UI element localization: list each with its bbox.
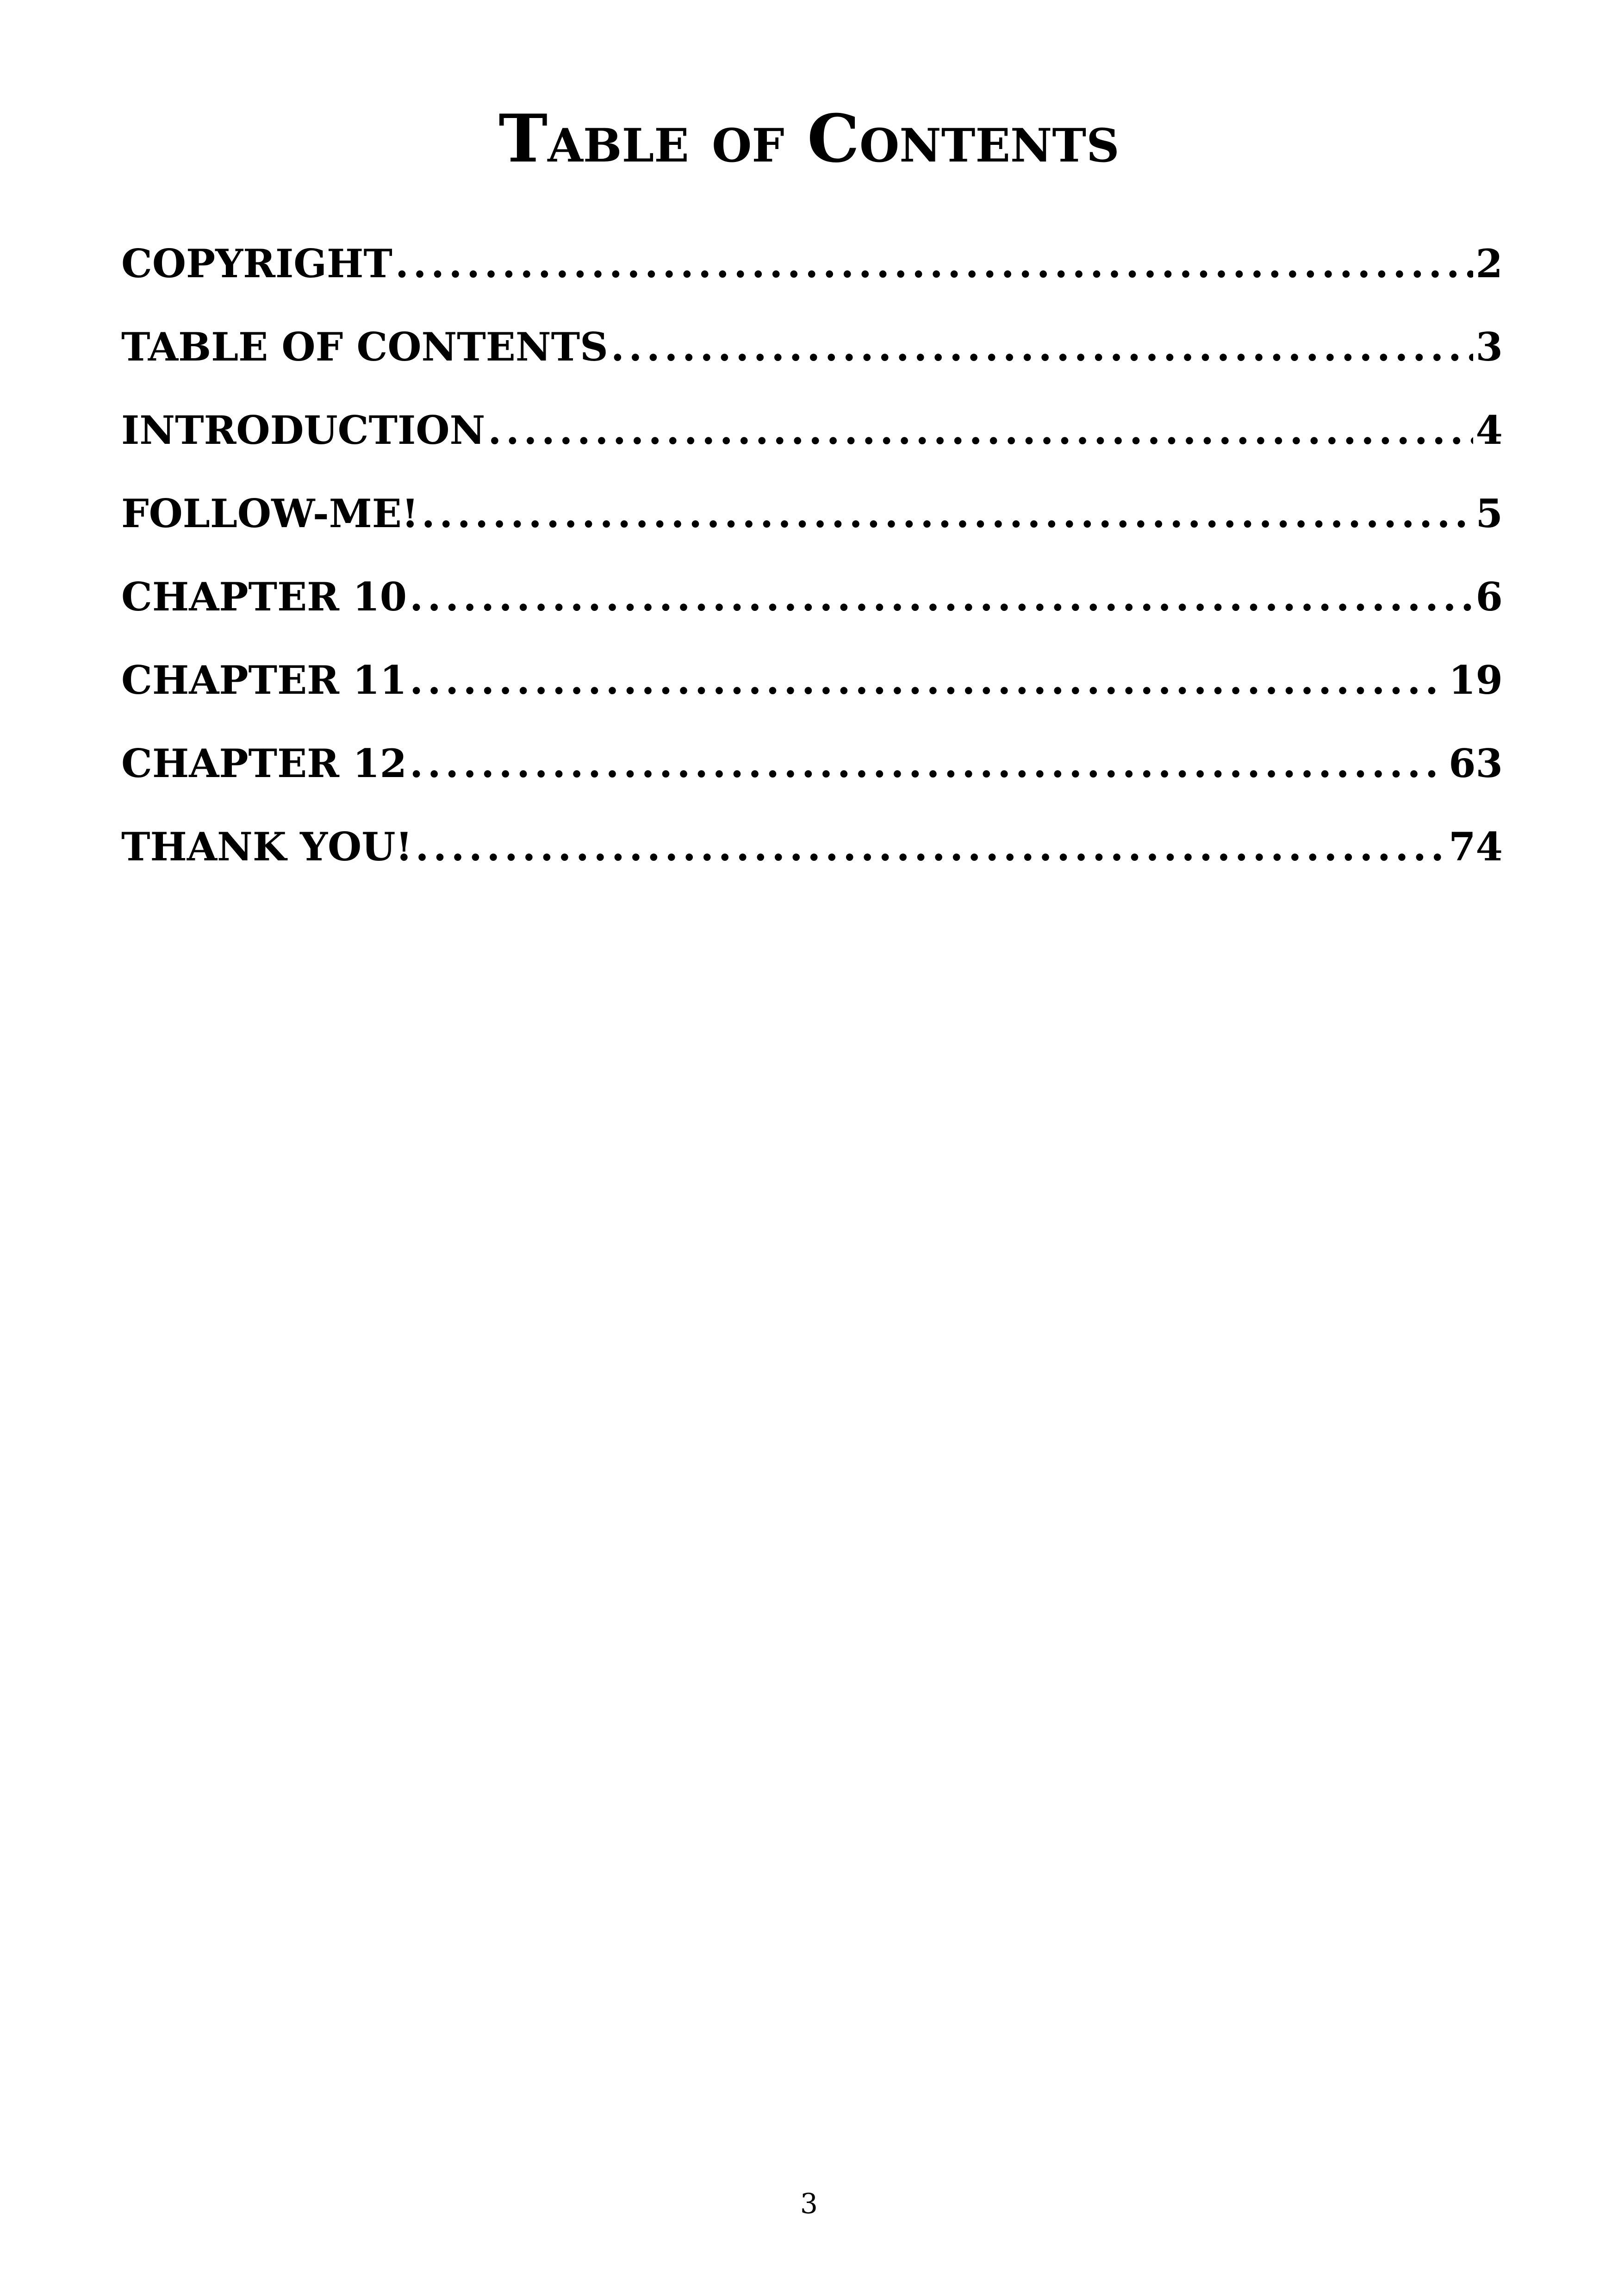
toc-link-chapter-11[interactable]: [121, 653, 1503, 736]
dot-leader: [422, 486, 1473, 541]
toc-item: [121, 736, 1503, 819]
dot-leader: [488, 403, 1473, 458]
toc-item: [121, 403, 1503, 486]
toc-label: CHAPTER 11: [121, 657, 407, 703]
toc-link-follow-me[interactable]: [121, 486, 1503, 569]
toc-item: [121, 236, 1503, 319]
toc-page-number: 74: [1449, 824, 1503, 870]
dot-leader: [611, 319, 1473, 375]
toc-label: FOLLOW-ME!: [121, 491, 419, 536]
toc-link-copyright[interactable]: [121, 236, 1503, 319]
toc-page-number: 6: [1475, 574, 1503, 620]
toc-label: INTRODUCTION: [121, 407, 485, 453]
dot-leader: [395, 236, 1473, 292]
toc-page-number: 5: [1475, 491, 1503, 536]
toc-item: [121, 569, 1503, 653]
toc-label: CHAPTER 10: [121, 574, 407, 620]
toc-page-number: 3: [1475, 324, 1503, 370]
toc-link-chapter-10[interactable]: [121, 569, 1503, 653]
toc-item: [121, 319, 1503, 403]
page-title: Table of Contents: [498, 100, 1120, 177]
toc-link-table-of-contents[interactable]: [121, 319, 1503, 403]
dot-leader: [410, 736, 1446, 791]
dot-leader: [410, 653, 1446, 708]
toc-label: CHAPTER 12: [121, 740, 407, 786]
toc-label: COPYRIGHT: [121, 241, 392, 286]
toc-link-thank-you[interactable]: [121, 819, 1503, 902]
toc-page-number: 2: [1475, 241, 1503, 286]
toc-page-number: 63: [1449, 740, 1503, 786]
dot-leader: [410, 569, 1473, 625]
footer-page-number: 3: [800, 2188, 818, 2220]
toc-item: [121, 819, 1503, 902]
toc-label: TABLE OF CONTENTS: [121, 324, 608, 370]
table-of-contents: [121, 236, 1503, 902]
toc-item: [121, 486, 1503, 569]
toc-page-number: 4: [1475, 407, 1503, 453]
toc-link-introduction[interactable]: [121, 403, 1503, 486]
toc-link-chapter-12[interactable]: [121, 736, 1503, 819]
dot-leader: [415, 819, 1446, 875]
toc-label: THANK YOU!: [121, 824, 413, 870]
toc-item: [121, 653, 1503, 736]
toc-page-number: 19: [1449, 657, 1503, 703]
